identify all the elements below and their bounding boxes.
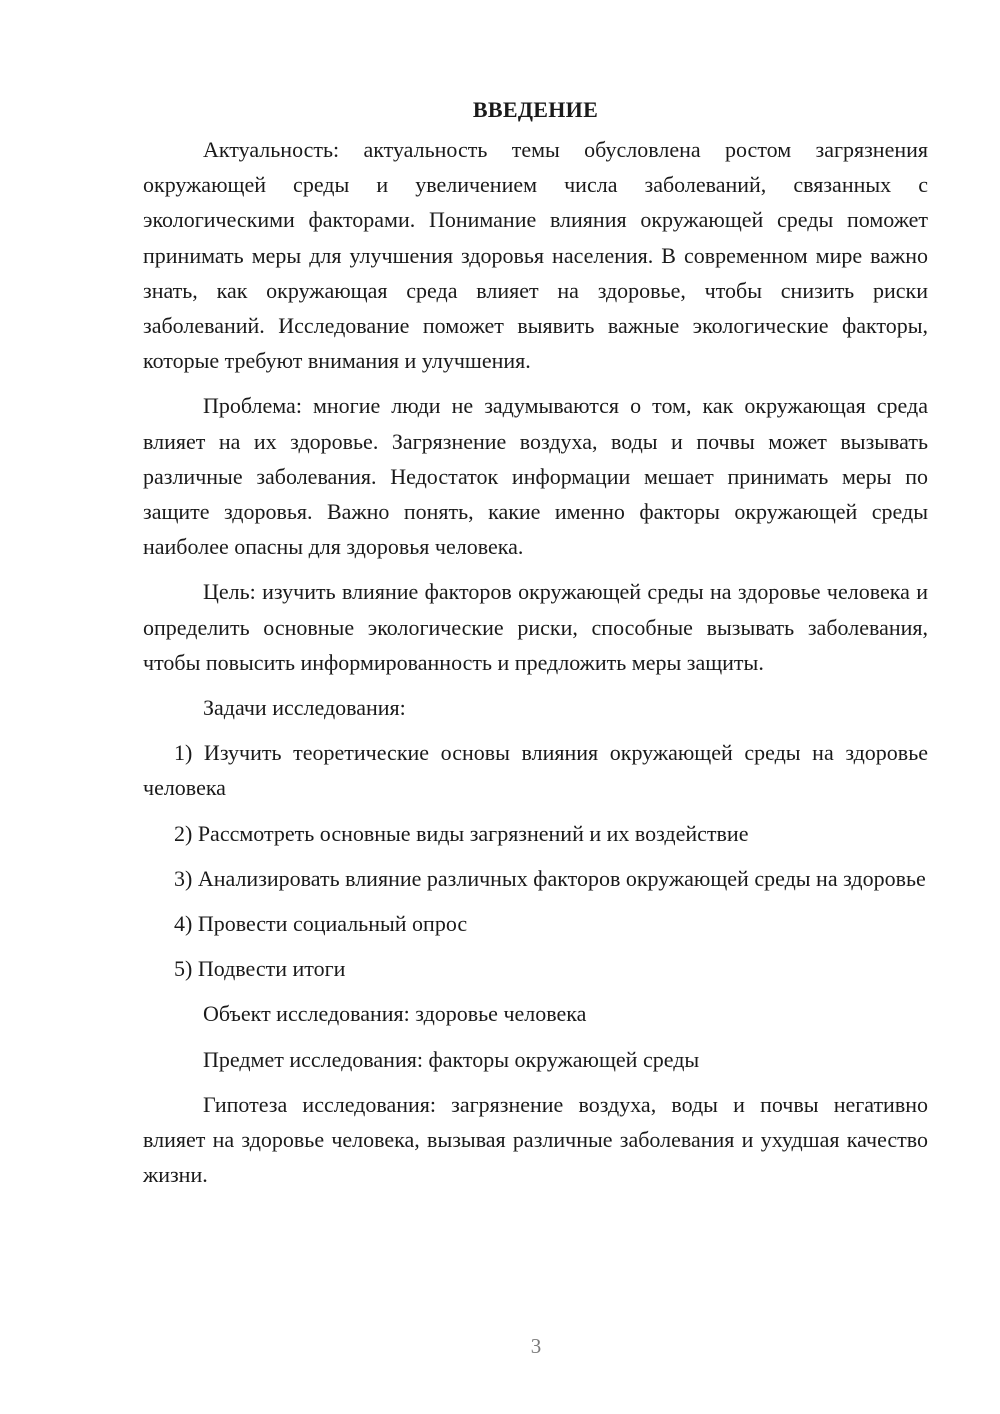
- task-item-2: 2) Рассмотреть основные виды загрязнений и их воздействие: [174, 820, 749, 846]
- task-item-5: 5) Подвести итоги: [174, 956, 346, 982]
- document-page: [143, 92, 928, 1192]
- page-number: 3: [530, 1334, 542, 1358]
- goal-paragraph: Цель: изучить влияние факторов окружающей среды на здоровье человека и определить основные экологические риски, способные вызывать заболевания, чтобы повысить информированность и предложить меры защиты.: [143, 579, 928, 675]
- relevance-paragraph: Актуальность: актуальность темы обусловлена ростом загрязнения окружающей среды и увеличением числа заболеваний, связанных с экологическими факторами. Понимание влияния окружающей среды поможет принимать меры для улучшения здоровья населения. В современном мире важно знать, как окружающая среда влияет на здоровье, чтобы снизить риски заболеваний. Исследование поможет выявить важные экологические факторы, которые требуют внимания и улучшения.: [143, 137, 928, 374]
- task-item-4: 4) Провести социальный опрос: [174, 911, 468, 937]
- tasks-heading: Задачи исследования:: [203, 695, 406, 721]
- page-title: ВВЕДЕНИЕ: [472, 97, 599, 122]
- object-paragraph: Объект исследования: здоровье человека: [203, 1001, 587, 1027]
- problem-paragraph: Проблема: многие люди не задумываются о том, как окружающая среда влияет на их здоровье. Загрязнение воздуха, воды и почвы может вызывать различные заболевания. Недостаток информации мешает принимать меры по защите здоровья. Важно понять, какие именно факторы окружающей среды наиболее опасны для здоровья человека.: [143, 393, 928, 560]
- hypothesis-paragraph: Гипотеза исследования: загрязнение воздуха, воды и почвы негативно влияет на здоровье человека, вызывая различные заболевания и ухудшая качество жизни.: [143, 1091, 928, 1188]
- task-item-3: 3) Анализировать влияние различных факторов окружающей среды на здоровье: [174, 865, 926, 891]
- subject-paragraph: Предмет исследования: факторы окружающей среды: [203, 1046, 700, 1072]
- task-item-1: 1) Изучить теоретические основы влияния окружающей среды на здоровье человека: [143, 740, 928, 801]
